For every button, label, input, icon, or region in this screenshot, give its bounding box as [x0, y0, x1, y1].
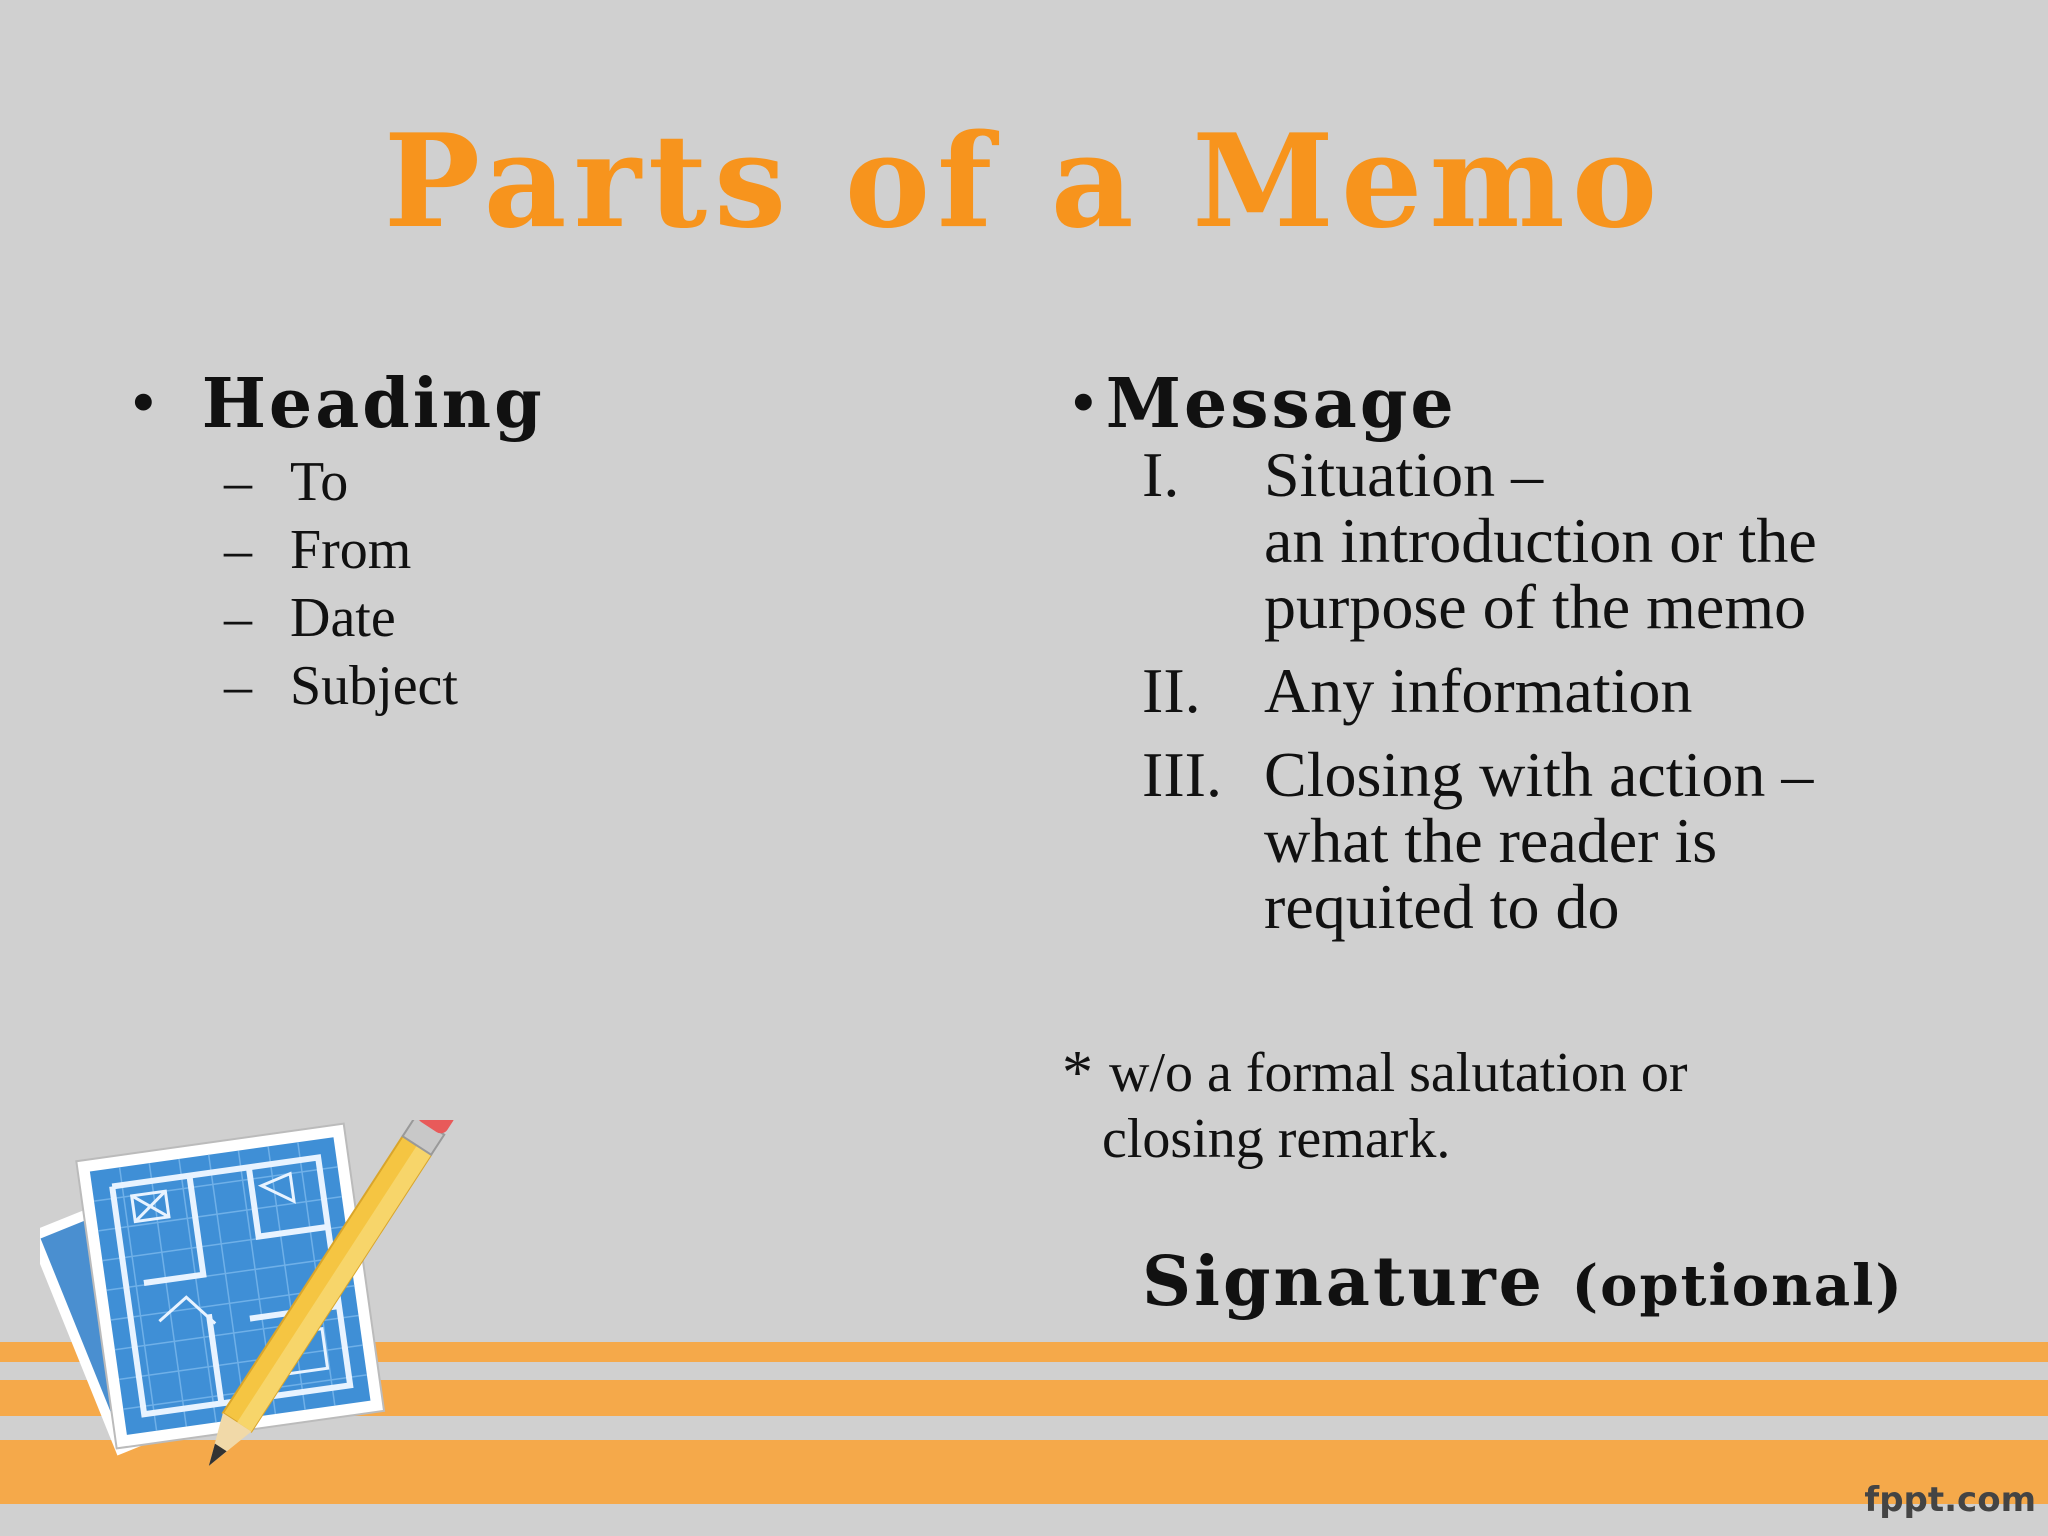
item-line: purpose of the memo — [1264, 571, 1807, 642]
item-line: Situation – — [1264, 439, 1544, 510]
signature — [1142, 1242, 1904, 1322]
signature-optional: (optional) — [1571, 1253, 1904, 1319]
signature-label: Signature — [1142, 1242, 1545, 1322]
note-line-2: closing remark. — [1102, 1108, 1451, 1170]
item-text — [1264, 739, 1814, 942]
message-items-list — [1142, 439, 2008, 942]
item-text — [1264, 655, 1693, 726]
heading-item-to: To — [290, 451, 349, 513]
list-item — [224, 516, 545, 584]
bullet-dot: • — [128, 376, 162, 432]
heading-label: Heading — [201, 364, 545, 444]
message-label: Message — [1105, 364, 1457, 444]
list-item — [1142, 439, 2008, 642]
blueprint-pencil-icon — [40, 1120, 460, 1524]
dash: – — [224, 519, 252, 581]
list-item — [224, 584, 545, 652]
item-line: what the reader is — [1264, 805, 1718, 876]
list-item — [1142, 739, 2008, 942]
slide-title: Parts of a Memo — [383, 107, 1665, 257]
message-section — [1068, 364, 2008, 958]
dash: – — [224, 451, 252, 513]
dash: – — [224, 587, 252, 649]
note-line-1: w/o a formal salutation or — [1109, 1042, 1688, 1104]
heading-section — [128, 364, 545, 720]
item-line: an introduction or the — [1264, 505, 1817, 576]
heading-items-list — [224, 448, 545, 720]
heading-item-date: Date — [290, 587, 396, 649]
message-bullet — [1068, 364, 2008, 444]
item-number: II. — [1142, 655, 1201, 726]
item-line: requited to do — [1264, 871, 1620, 942]
dash: – — [224, 655, 252, 717]
note — [1062, 1040, 1688, 1172]
footer-brand: fppt.com — [1864, 1480, 2036, 1520]
item-line: Closing with action – — [1264, 739, 1814, 810]
item-line: Any information — [1264, 655, 1693, 726]
bullet-dot: • — [1068, 376, 1102, 432]
asterisk: * — [1062, 1039, 1093, 1107]
heading-item-subject: Subject — [290, 655, 458, 717]
list-item — [224, 652, 545, 720]
list-item — [224, 448, 545, 516]
item-text — [1264, 439, 1817, 642]
item-number: III. — [1142, 739, 1222, 810]
heading-item-from: From — [290, 519, 412, 581]
list-item — [1142, 655, 2008, 726]
heading-bullet — [128, 364, 545, 444]
item-number: I. — [1142, 439, 1180, 510]
